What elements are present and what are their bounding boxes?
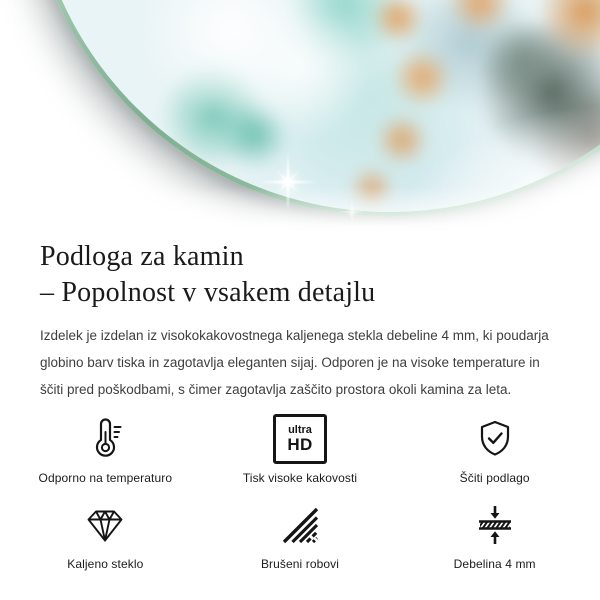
page-title-line2: – Popolnost v vsakem detajlu bbox=[40, 277, 376, 308]
feature-polished-edges bbox=[203, 501, 398, 571]
feature-label: Ščiti podlago bbox=[459, 471, 530, 485]
feature-temperature-resistant bbox=[8, 415, 203, 485]
ultra-hd-icon: ultra HD bbox=[273, 415, 327, 463]
product-description-text: Izdelek je izdelan iz visokokakovostnega kaljenega stekla debeline 4 mm, ki poudarja globino barv tiska in zagotavlja eleganten sijaj. Odporen je na visoke temperature in ščiti pred poškodbami, s čimer zagotavlja zaščito prostora okoli kamina za leta. bbox=[40, 328, 549, 397]
product-image[interactable] bbox=[0, 0, 600, 233]
diamond-icon bbox=[82, 501, 128, 549]
page-title-line1: Podloga za kamin bbox=[40, 241, 244, 272]
feature-thickness bbox=[397, 501, 592, 571]
page-title bbox=[40, 239, 560, 311]
feature-grid bbox=[8, 415, 592, 571]
sparkle-highlight-icon bbox=[258, 152, 318, 212]
beveled-edges-icon bbox=[279, 501, 321, 549]
feature-print-quality bbox=[203, 415, 398, 485]
feature-label: Kaljeno steklo bbox=[67, 557, 144, 571]
feature-label: Tisk visoke kakovosti bbox=[242, 471, 358, 485]
feature-protects-surface bbox=[397, 415, 592, 485]
sparkle-highlight-small-icon bbox=[339, 199, 366, 226]
shield-check-icon bbox=[473, 415, 517, 463]
feature-label: Debelina 4 mm bbox=[453, 557, 536, 571]
feature-label: Brušeni robovi bbox=[260, 557, 340, 571]
feature-tempered-glass bbox=[8, 501, 203, 571]
feature-label: Odporno na temperaturo bbox=[38, 471, 173, 485]
thermometer-icon bbox=[83, 415, 127, 463]
thickness-4mm-icon bbox=[473, 501, 517, 549]
product-description-block bbox=[0, 239, 600, 571]
